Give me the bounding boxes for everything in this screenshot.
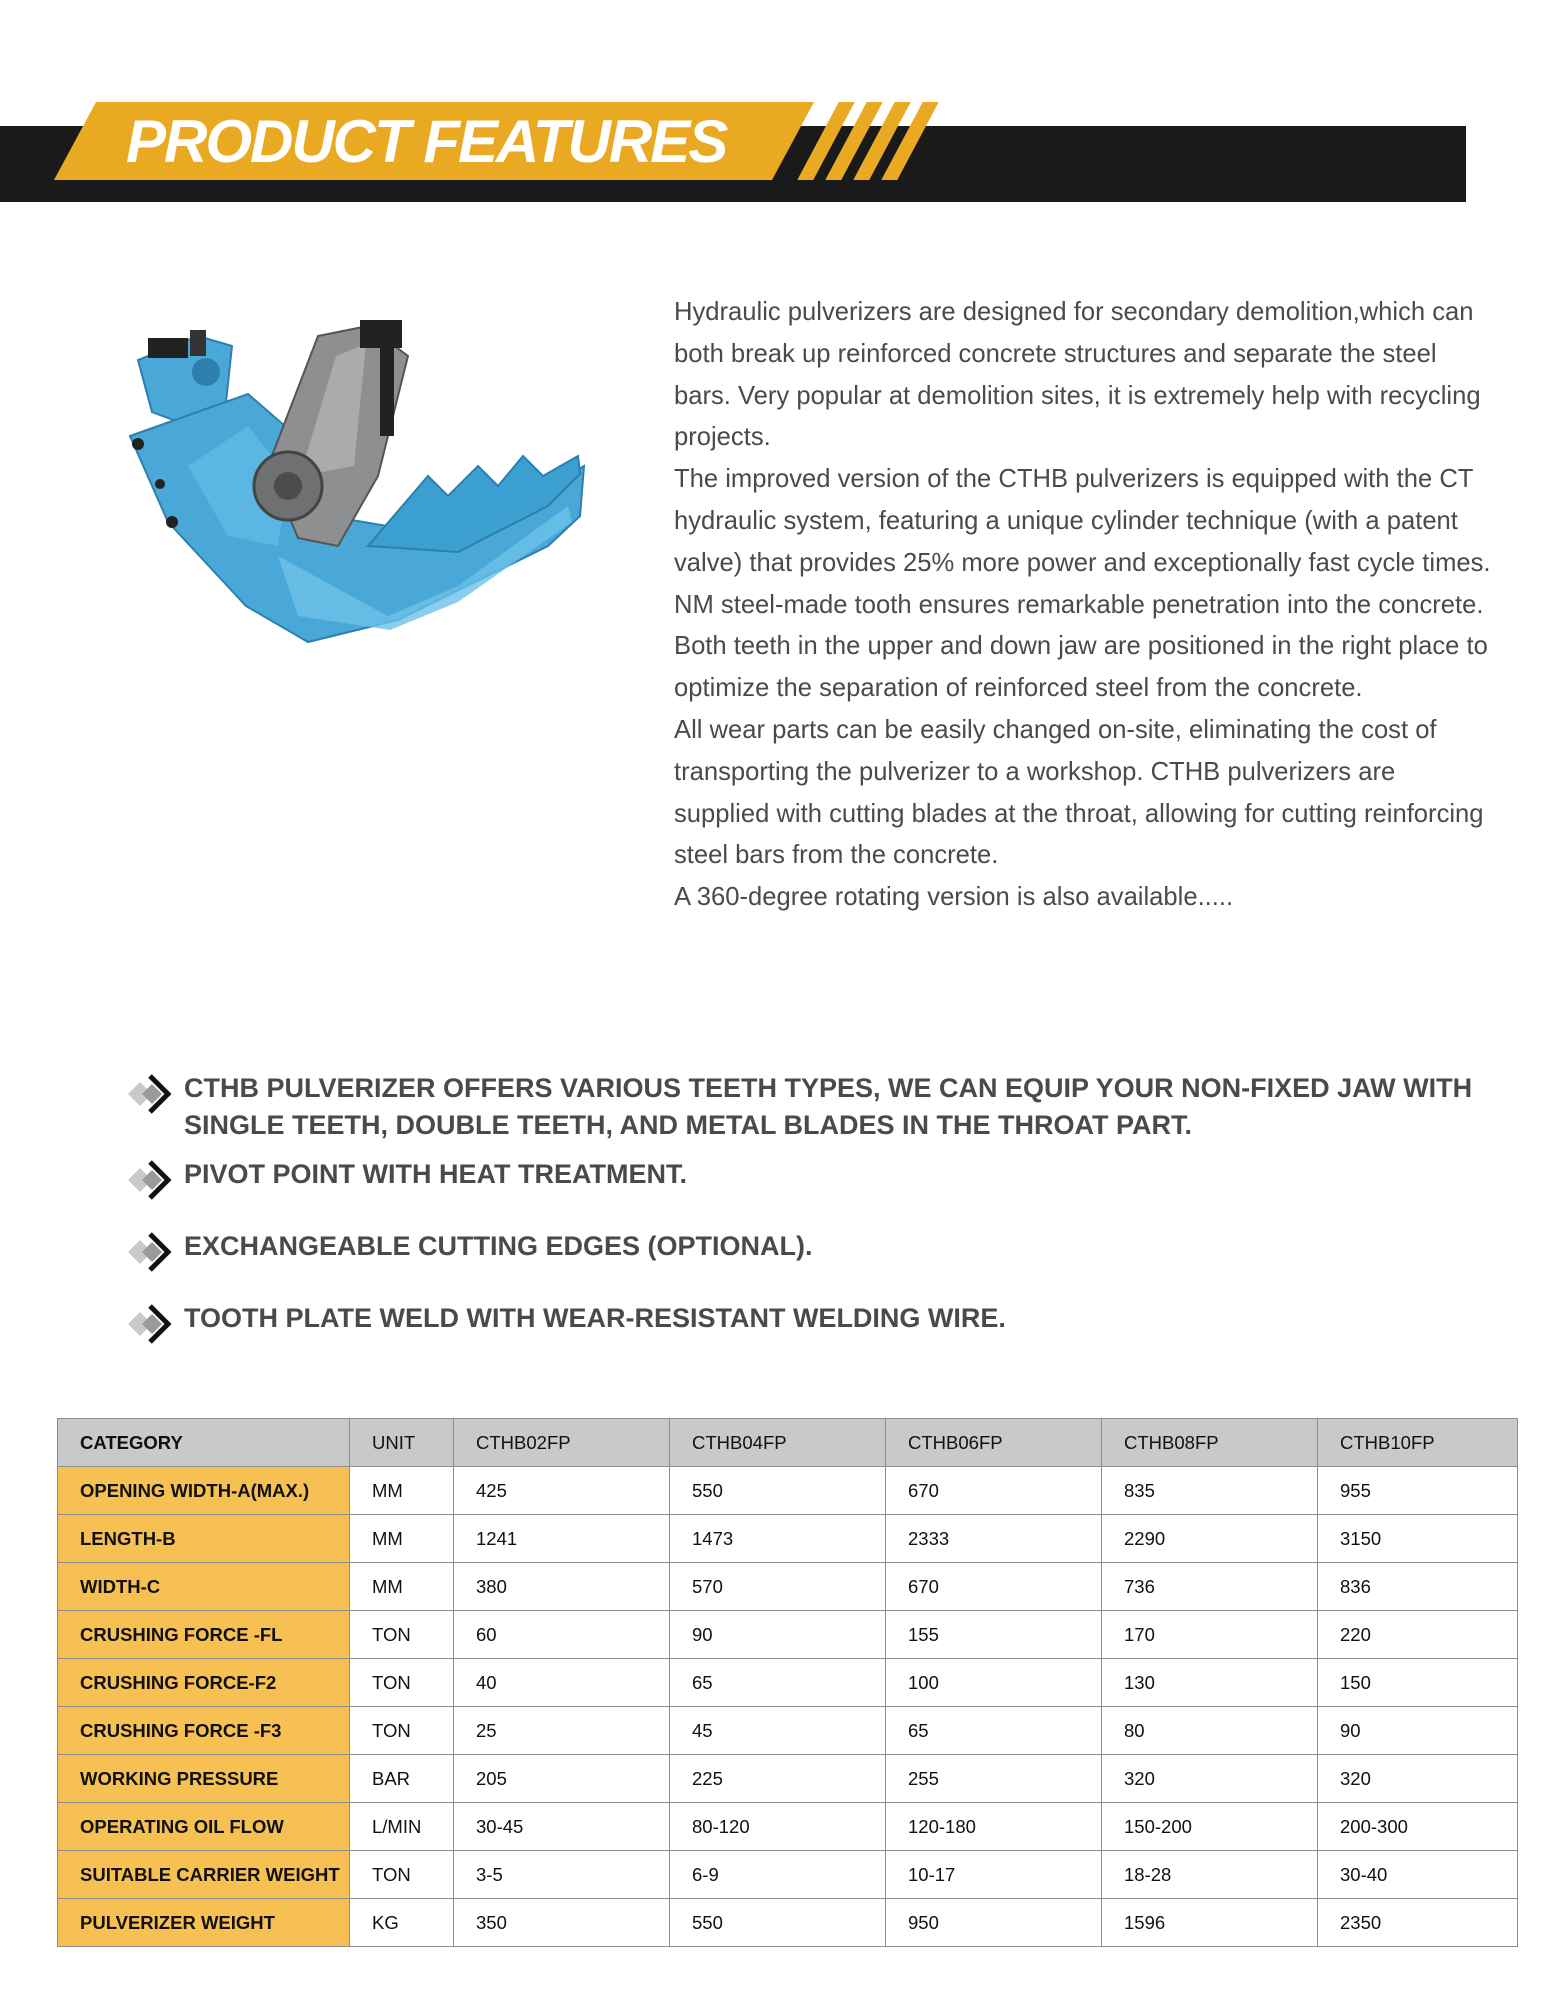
value-cell: 425 (454, 1467, 670, 1515)
value-cell: 2290 (1102, 1515, 1318, 1563)
specification-table (57, 1418, 1518, 1947)
value-cell: 200-300 (1318, 1803, 1518, 1851)
value-cell: 320 (1102, 1755, 1318, 1803)
value-cell: 1596 (1102, 1899, 1318, 1947)
category-cell: OPENING WIDTH-A(MAX.) (58, 1467, 350, 1515)
table-header-row (58, 1419, 1518, 1467)
value-cell: 6-9 (670, 1851, 886, 1899)
value-cell: 670 (886, 1563, 1102, 1611)
category-cell: CRUSHING FORCE-F2 (58, 1659, 350, 1707)
table-row (58, 1755, 1518, 1803)
value-cell: 80 (1102, 1707, 1318, 1755)
value-cell: 3150 (1318, 1515, 1518, 1563)
value-cell: 170 (1102, 1611, 1318, 1659)
column-header: CTHB10FP (1318, 1419, 1518, 1467)
value-cell: 40 (454, 1659, 670, 1707)
table-row (58, 1803, 1518, 1851)
description-paragraph: The improved version of the CTHB pulverizers is equipped with the CT hydraulic system, featuring a unique cylinder technique (with a patent valve) that provides 25% more power and exceptionally fast cycle times. (674, 465, 1491, 577)
value-cell: 836 (1318, 1563, 1518, 1611)
description-paragraph: All wear parts can be easily changed on-site, eliminating the cost of transporting the pulverizer to a workshop. CTHB pulverizers are supplied with cutting blades at the throat, allowing for cutting reinforcing steel bars from the concrete. (674, 715, 1484, 870)
value-cell: 90 (1318, 1707, 1518, 1755)
value-cell: 100 (886, 1659, 1102, 1707)
column-header: CTHB04FP (670, 1419, 886, 1467)
value-cell: 150 (1318, 1659, 1518, 1707)
unit-cell: TON (350, 1611, 454, 1659)
value-cell: 3-5 (454, 1851, 670, 1899)
column-header: CATEGORY (58, 1419, 350, 1467)
value-cell: 45 (670, 1707, 886, 1755)
category-cell: SUITABLE CARRIER WEIGHT (58, 1851, 350, 1899)
unit-cell: TON (350, 1659, 454, 1707)
value-cell: 120-180 (886, 1803, 1102, 1851)
table-row (58, 1659, 1518, 1707)
table-row (58, 1467, 1518, 1515)
table-row (58, 1611, 1518, 1659)
unit-cell: L/MIN (350, 1803, 454, 1851)
category-cell: WORKING PRESSURE (58, 1755, 350, 1803)
description-paragraph: NM steel-made tooth ensures remarkable penetration into the concrete. Both teeth in the upper and down jaw are positioned in the right place to optimize the separation of reinforced steel from the concrete. (674, 590, 1488, 703)
unit-cell: MM (350, 1467, 454, 1515)
value-cell: 225 (670, 1755, 886, 1803)
value-cell: 1473 (670, 1515, 886, 1563)
category-cell: OPERATING OIL FLOW (58, 1803, 350, 1851)
double-chevron-icon (126, 1302, 174, 1346)
description-paragraph: A 360-degree rotating version is also available..... (674, 883, 1234, 912)
value-cell: 1241 (454, 1515, 670, 1563)
value-cell: 550 (670, 1899, 886, 1947)
value-cell: 65 (886, 1707, 1102, 1755)
value-cell: 205 (454, 1755, 670, 1803)
value-cell: 60 (454, 1611, 670, 1659)
double-chevron-icon (126, 1072, 174, 1116)
value-cell: 130 (1102, 1659, 1318, 1707)
value-cell: 950 (886, 1899, 1102, 1947)
unit-cell: BAR (350, 1755, 454, 1803)
value-cell: 380 (454, 1563, 670, 1611)
hydraulic-pulverizer-image (128, 316, 588, 656)
value-cell: 18-28 (1102, 1851, 1318, 1899)
value-cell: 30-45 (454, 1803, 670, 1851)
table-row (58, 1707, 1518, 1755)
column-header: CTHB02FP (454, 1419, 670, 1467)
value-cell: 65 (670, 1659, 886, 1707)
product-description (674, 292, 1494, 919)
table-row (58, 1515, 1518, 1563)
unit-cell: TON (350, 1707, 454, 1755)
feature-text: EXCHANGEABLE CUTTING EDGES (OPTIONAL). (184, 1231, 813, 1261)
unit-cell: MM (350, 1515, 454, 1563)
value-cell: 80-120 (670, 1803, 886, 1851)
column-header: UNIT (350, 1419, 454, 1467)
value-cell: 835 (1102, 1467, 1318, 1515)
value-cell: 550 (670, 1467, 886, 1515)
value-cell: 350 (454, 1899, 670, 1947)
value-cell: 25 (454, 1707, 670, 1755)
feature-text: CTHB PULVERIZER OFFERS VARIOUS TEETH TYPES, WE CAN EQUIP YOUR NON-FIXED JAW WITH SINGLE TEETH, DOUBLE TEETH, AND METAL BLADES IN THE THROAT PART. (184, 1073, 1473, 1140)
value-cell: 2350 (1318, 1899, 1518, 1947)
column-header: CTHB06FP (886, 1419, 1102, 1467)
category-cell: CRUSHING FORCE -FL (58, 1611, 350, 1659)
feature-text: PIVOT POINT WITH HEAT TREATMENT. (184, 1159, 687, 1189)
unit-cell: TON (350, 1851, 454, 1899)
value-cell: 955 (1318, 1467, 1518, 1515)
category-cell: WIDTH-C (58, 1563, 350, 1611)
value-cell: 10-17 (886, 1851, 1102, 1899)
unit-cell: MM (350, 1563, 454, 1611)
double-chevron-icon (126, 1230, 174, 1274)
value-cell: 30-40 (1318, 1851, 1518, 1899)
value-cell: 320 (1318, 1755, 1518, 1803)
value-cell: 255 (886, 1755, 1102, 1803)
value-cell: 736 (1102, 1563, 1318, 1611)
value-cell: 220 (1318, 1611, 1518, 1659)
double-chevron-icon (126, 1158, 174, 1202)
category-cell: LENGTH-B (58, 1515, 350, 1563)
value-cell: 670 (886, 1467, 1102, 1515)
table-row (58, 1851, 1518, 1899)
value-cell: 2333 (886, 1515, 1102, 1563)
value-cell: 90 (670, 1611, 886, 1659)
category-cell: PULVERIZER WEIGHT (58, 1899, 350, 1947)
table-row (58, 1563, 1518, 1611)
table-row (58, 1899, 1518, 1947)
column-header: CTHB08FP (1102, 1419, 1318, 1467)
category-cell: CRUSHING FORCE -F3 (58, 1707, 350, 1755)
page-title: PRODUCT FEATURES (126, 108, 727, 175)
feature-text: TOOTH PLATE WELD WITH WEAR-RESISTANT WELDING WIRE. (184, 1303, 1006, 1333)
value-cell: 155 (886, 1611, 1102, 1659)
unit-cell: KG (350, 1899, 454, 1947)
value-cell: 150-200 (1102, 1803, 1318, 1851)
description-paragraph: Hydraulic pulverizers are designed for secondary demolition,which can both break up reinforced concrete structures and separate the steel bars. Very popular at demolition sites, it is extremely help with recycling projects. (674, 298, 1481, 452)
value-cell: 570 (670, 1563, 886, 1611)
